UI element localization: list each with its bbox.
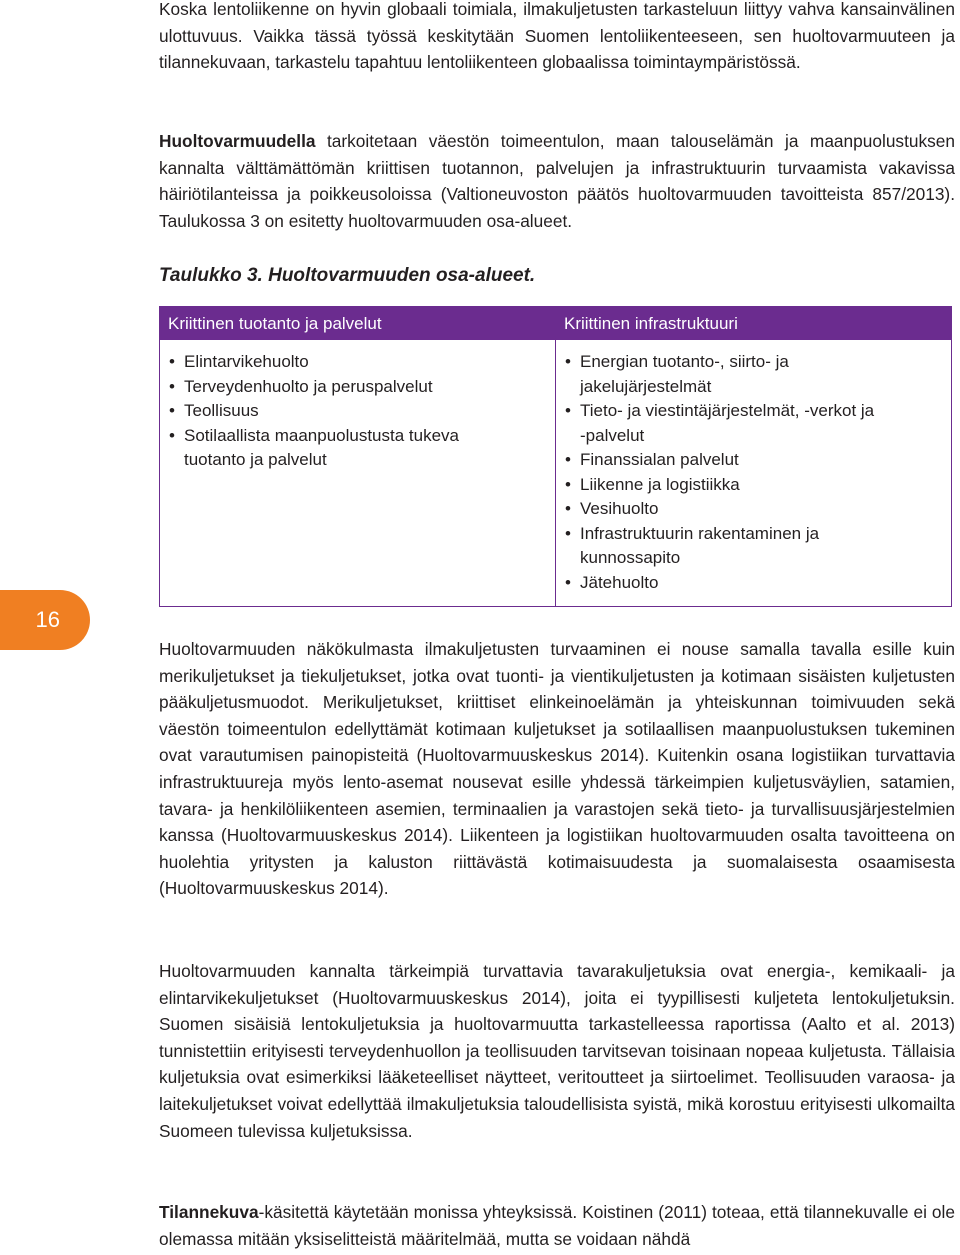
body3-text: -käsitettä käytetään monissa yhteyksissä. Koistinen (2011) toteaa, että tilannekuvalle ei ole olemassa mitään yksiselitteistä määritelmää, mutta se voidaan nähdä — [159, 1202, 955, 1249]
page-number: 16 — [35, 607, 60, 632]
page-number-tab — [0, 590, 90, 650]
list-item: • Tieto- ja viestintäjärjestelmät, -verkot ja -palvelut — [565, 399, 880, 448]
list-item: • Vesihuolto — [565, 497, 880, 522]
list-item: • Teollisuus — [169, 399, 484, 424]
infrastructure-list — [556, 340, 951, 595]
body-paragraph-1: Huoltovarmuuden näkökulmasta ilmakuljetusten turvaaminen ei nouse samalla tavalla esille kuin merikuljetukset ja tiekuljetukset, jotka ovat tuonti- ja vientikuljetusten ja kotimaan sisäisten kuljetusten pääkuljetusmuodot. Merikuljetukset, kriittiset elinkeinoelämän ja yhteiskunnan toimivuuden sekä väestön toimeentulon edellyttämät kotimaan kuljetukset ja sotilaallisen maanpuolustuksen tukeminen ovat varautumisen painopisteitä (Huoltovarmuuskeskus 2014). Kuitenkin osana logistiikan turvattavia infrastruktuureja myös lento-asemat nousevat esille yhdessä tärkeimpien kuljetusväylien, satamien, tavara- ja henkilöliikenteen asemien, terminaalien ja varastojen sekä tieto- ja turvallisuusjärjestelmien kanssa (Huoltovarmuuskeskus 2014). Liikenteen ja logistiikan huoltovarmuuden osalta tavoitteena on huolehtia yritysten ja kaluston riittävästä kotimaisuudesta ja suomalaisesta osaamisesta (Huoltovarmuuskeskus 2014). — [159, 639, 955, 899]
list-item: • Energian tuotanto-, siirto- ja jakelujärjestelmät — [565, 350, 830, 399]
table-3 — [159, 306, 952, 607]
body3-term: Tilannekuva — [159, 1202, 259, 1222]
list-item: • Sotilaallista maanpuolustusta tukeva tuotanto ja palvelut — [169, 424, 484, 473]
list-item: • Elintarvikehuolto — [169, 350, 484, 375]
list-item: • Jätehuolto — [565, 571, 880, 596]
table-column-infrastructure — [556, 307, 951, 606]
column-header-infrastructure: Kriittinen infrastruktuuri — [556, 307, 951, 340]
table-column-production — [160, 307, 556, 606]
definition-term: Huoltovarmuudella — [159, 131, 316, 151]
column-header-production: Kriittinen tuotanto ja palvelut — [160, 307, 555, 340]
body-paragraph-2: Huoltovarmuuden kannalta tärkeimpiä turvattavia tavarakuljetuksia ovat energia-, kemikaali- ja elintarvikekuljetukset (Huoltovarmuuskeskus 2014), joita ei tyypillisesti kuljeteta lentokuljetuksin. Suomen sisäisiä lentokuljetuksia ja huoltovarmuutta tarkastelleessa raportissa (Aalto et al. 2013) tunnistettiin erityisesti terveydenhuollon ja teollisuuden tarvitsevan toisinaan nopeaa kuljetusta. Tällaisia kuljetuksia ovat esimerkiksi lääketeelliset näytteet, veritoutteet ja siirtoelimet. Teollisuuden varaosa- ja laitekuljetukset voivat edellyttää ilmakuljetuksia taloudellisista syistä, mikä korostuu erityisesti ulkomailta Suomeen tulevissa kuljetuksissa. — [159, 961, 955, 1141]
list-item: • Terveydenhuolto ja peruspalvelut — [169, 375, 484, 400]
body-paragraph-3 — [159, 1199, 955, 1252]
definition-paragraph — [159, 128, 955, 234]
table-caption: Taulukko 3. Huoltovarmuuden osa-alueet. — [159, 265, 536, 286]
list-item: • Infrastruktuurin rakentaminen ja kunnossapito — [565, 522, 870, 571]
production-list — [160, 340, 555, 473]
list-item: • Liikenne ja logistiikka — [565, 473, 880, 498]
list-item: • Finanssialan palvelut — [565, 448, 880, 473]
definition-text: tarkoitetaan väestön toimeentulon, maan talouselämän ja maanpuolustuksen kannalta välttämättömän kriittisen tuotannon, palvelujen ja infrastruktuurin turvaamista vakavissa häiriötilanteissa ja poikkeusoloissa (Valtioneuvoston päätös huoltovarmuuden tavoitteista 857/2013). Taulukossa 3 on esitetty huoltovarmuuden osa-alueet. — [159, 131, 955, 231]
intro-paragraph: Koska lentoliikenne on hyvin globaali toimiala, ilmakuljetusten tarkasteluun liittyy vahva kansainvälinen ulottuvuus. Vaikka tässä työssä keskitytään Suomen lentoliikenteeseen, sen huoltovarmuuteen ja tilannekuvaan, tarkastelu tapahtuu lentoliikenteen globaalissa toimintaympäristössä. — [159, 0, 955, 73]
